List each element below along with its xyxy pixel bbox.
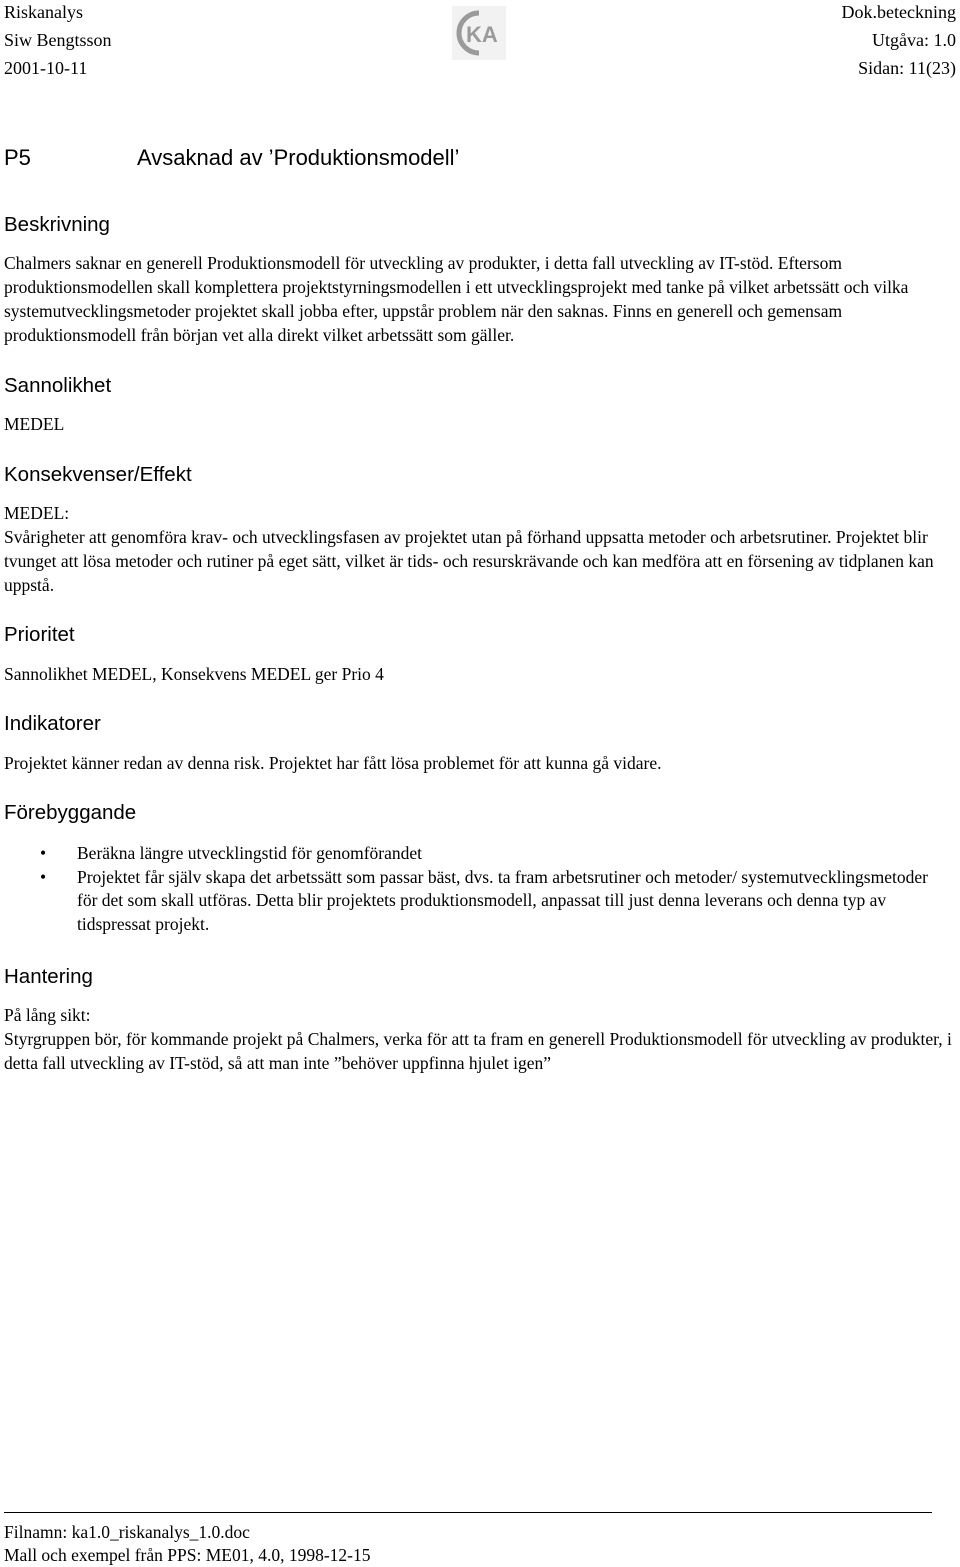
list-item-text: Projektet får själv skapa det arbetssätt som passar bäst, dvs. ta fram arbetsrutiner och metoder/ systemutvecklingsmetoder för det som skall utföras. Detta blir projektets produktionsmodell, anpassat till just denna leverans och denna typ av tidspressat projekt. — [77, 866, 928, 934]
beskrivning-text: Chalmers saknar en generell Produktionsmodell för utveckling av produkter, i detta fall utveckling av IT-stöd. Eftersom produktionsmodellen skall komplettera projektstyrningsmodellen i ett utvecklingsprojekt med tanke på vilket arbetssätt och vilka systemutvecklingsmetoder projektet skall jobba efter, uppstår problem när den saknas. Finns en generell och gemensam produktionsmodell från början vet alla direkt vilket arbetssätt som gäller. — [4, 253, 909, 345]
risk-title: Avsaknad av ’Produktionsmodell’ — [137, 145, 460, 170]
forebyggande-list — [0, 842, 930, 936]
logo-text: KA — [466, 22, 498, 47]
company-logo — [452, 6, 506, 60]
header-doc-label: Dok.beteckning — [841, 2, 956, 22]
header-version: Utgåva: 1.0 — [872, 30, 956, 50]
header-page-number: Sidan: 11(23) — [858, 58, 956, 78]
header-doc-title: Riskanalys — [4, 2, 83, 22]
list-item — [0, 866, 930, 937]
sannolikhet-value: MEDEL — [4, 414, 65, 434]
konsekvenser-level: MEDEL: — [4, 503, 70, 523]
bullet-icon: • — [40, 843, 47, 863]
hantering-text: Styrgruppen bör, för kommande projekt på Chalmers, verka för att ta fram en generell Produktionsmodell för utveckling av produkter, i detta fall utveckling av IT-stöd, så att man inte ”behöver uppfinna hjulet igen” — [4, 1029, 952, 1073]
indikatorer-text: Projektet känner redan av denna risk. Projektet har fått lösa problemet för att kunna gå vidare. — [4, 753, 662, 773]
header-date: 2001-10-11 — [4, 58, 88, 78]
header-author: Siw Bengtsson — [4, 30, 112, 50]
list-item — [0, 842, 930, 866]
heading-prioritet: Prioritet — [4, 623, 75, 646]
bullet-icon: • — [40, 866, 47, 887]
footer-divider — [4, 1512, 932, 1513]
list-item-text: Beräkna längre utvecklingstid för genomförandet — [77, 843, 423, 863]
footer-template: Mall och exempel från PPS: ME01, 4.0, 1998-12-15 — [4, 1545, 371, 1565]
heading-beskrivning: Beskrivning — [4, 213, 110, 236]
risk-id: P5 — [4, 145, 31, 170]
heading-sannolikhet: Sannolikhet — [4, 374, 112, 397]
footer-filename: Filnamn: ka1.0_riskanalys_1.0.doc — [4, 1522, 250, 1542]
heading-konsekvenser: Konsekvenser/Effekt — [4, 463, 192, 486]
konsekvenser-text: Svårigheter att genomföra krav- och utvecklingsfasen av projektet utan på förhand uppsatta metoder och arbetsrutiner. Projektet blir tvunget att lösa metoder och rutiner på eget sätt, vilket är tids- och resurskrävande och kan medföra att en försening av tidplanen kan uppstå. — [4, 527, 934, 595]
heading-hantering: Hantering — [4, 965, 93, 988]
heading-indikatorer: Indikatorer — [4, 712, 101, 735]
heading-forebyggande: Förebyggande — [4, 801, 137, 824]
prioritet-text: Sannolikhet MEDEL, Konsekvens MEDEL ger Prio 4 — [4, 664, 384, 684]
hantering-subheading: På lång sikt: — [4, 1005, 91, 1025]
